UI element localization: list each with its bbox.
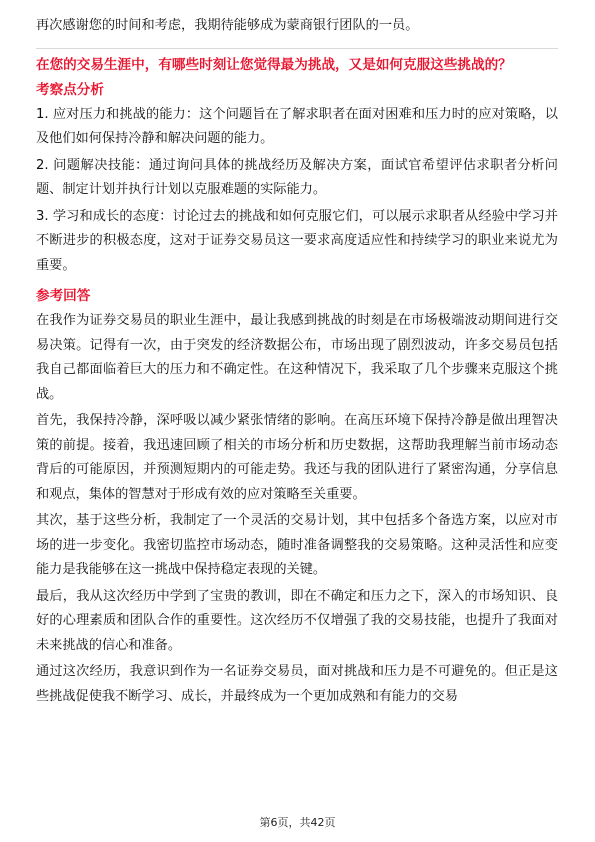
section-divider	[36, 48, 558, 49]
page-content	[36, 14, 558, 711]
analysis-title: 考察点分析	[36, 81, 104, 98]
answer-paragraph: 在我作为证券交易员的职业生涯中，最让我感到挑战的时刻是在市场极端波动期间进行交易决策。记得有一次，由于突发的经济数据公布，市场出现了剧烈波动，许多交易员包括我自己都面临着巨大的压力和不确定性。在这种情况下，我采取了几个步骤来克服这个挑战。	[36, 313, 558, 402]
page-number: 第6页，共42页	[259, 816, 336, 829]
answer-paragraph: 首先，我保持冷静，深呼吸以减少紧张情绪的影响。在高压环境下保持冷静是做出理智决策的前提。接着，我迅速回顾了相关的市场分析和历史数据，这帮助我理解当前市场动态背后的可能原因，并预测短期内的可能走势。我还与我的团队进行了紧密沟通，分享信息和观点，集体的智慧对于形成有效的应对策略至关重要。	[36, 413, 558, 502]
answer-paragraph: 通过这次经历，我意识到作为一名证券交易员，面对挑战和压力是不可避免的。但正是这些挑战促使我不断学习、成长，并最终成为一个更加成熟和有能力的交易	[36, 664, 558, 704]
question-heading: 在您的交易生涯中，有哪些时刻让您觉得最为挑战，又是如何克服这些挑战的？	[36, 56, 512, 73]
analysis-point: 3. 学习和成长的态度：讨论过去的挑战和如何克服它们，可以展示求职者从经验中学习并不断进步的积极态度，这对于证券交易员这一要求高度适应性和持续学习的职业来说尤为重要。	[36, 208, 558, 273]
answer-paragraph: 其次，基于这些分析，我制定了一个灵活的交易计划，其中包括多个备选方案，以应对市场的进一步变化。我密切监控市场动态，随时准备调整我的交易策略。这种灵活性和应变能力是我能够在这一挑战中保持稳定表现的关键。	[36, 513, 558, 577]
analysis-point: 2. 问题解决技能：通过询问具体的挑战经历及解决方案，面试官希望评估求职者分析问题、制定计划并执行计划以克服难题的实际能力。	[36, 157, 558, 197]
answer-title: 参考回答	[36, 288, 91, 304]
answer-paragraph: 最后，我从这次经历中学到了宝贵的教训，即在不确定和压力之下，深入的市场知识、良好的心理素质和团队合作的重要性。这次经历不仅增强了我的交易技能，也提升了我面对未来挑战的信心和准备。	[36, 588, 558, 653]
intro-text: 再次感谢您的时间和考虑，我期待能够成为蒙商银行团队的一员。	[36, 18, 419, 33]
analysis-point: 1. 应对压力和挑战的能力：这个问题旨在了解求职者在面对困难和压力时的应对策略，以及他们如何保持冷静和解决问题的能力。	[36, 106, 558, 146]
